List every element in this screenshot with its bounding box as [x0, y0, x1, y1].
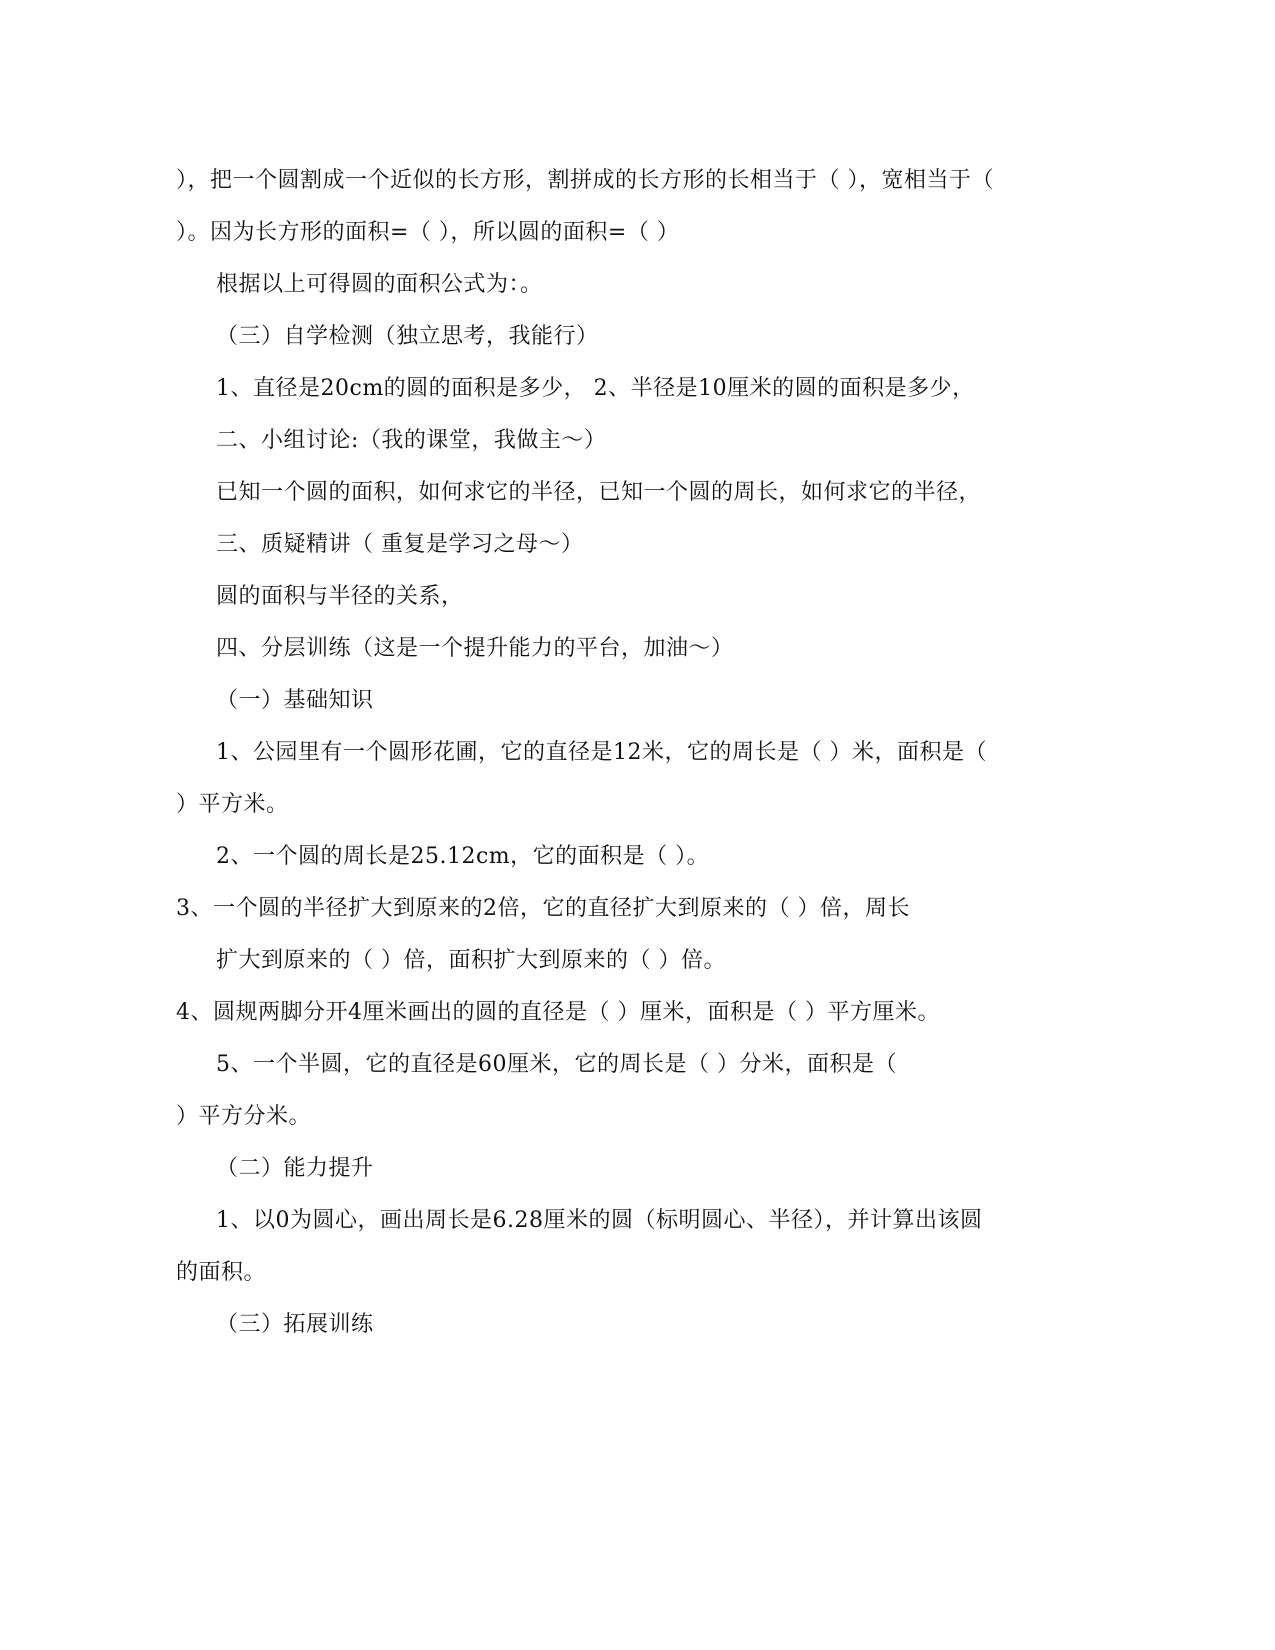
text-line-7: 已知一个圆的面积，如何求它的半径，已知一个圆的周长，如何求它的半径，: [216, 480, 982, 505]
subsection-heading-basics: （一）基础知识: [216, 688, 374, 713]
text-line-5: 1、直径是20cm的圆的面积是多少， 2、半径是10厘米的圆的面积是多少，: [216, 376, 975, 401]
exercise-1-cont: ）平方米。: [176, 792, 289, 817]
ability-exercise-1-cont: 的面积。: [176, 1260, 267, 1285]
exercise-4: 4、圆规两脚分开4厘米画出的圆的直径是（ ）厘米，面积是（ ）平方厘米。: [176, 1000, 940, 1025]
text-line-1: ），把一个圆割成一个近似的长方形，割拼成的长方形的长相当于（ ），宽相当于（: [176, 168, 994, 193]
exercise-3: 3、一个圆的半径扩大到原来的2倍，它的直径扩大到原来的（ ）倍，周长: [176, 896, 910, 921]
ability-exercise-1: 1、以0为圆心，画出周长是6.28厘米的圆（标明圆心、半径），并计算出该圆: [216, 1208, 983, 1233]
exercise-2: 2、一个圆的周长是25.12cm，它的面积是（ ）。: [216, 844, 710, 869]
section-heading-tiered-training: 四、分层训练（这是一个提升能力的平台，加油～）: [216, 636, 734, 661]
text-line-9: 圆的面积与半径的关系，: [216, 584, 464, 609]
text-line-3: 根据以上可得圆的面积公式为：。: [216, 272, 543, 297]
section-heading-self-test: （三）自学检测（独立思考，我能行）: [216, 324, 599, 349]
section-heading-group-discussion: 二、小组讨论:（我的课堂，我做主～）: [216, 428, 607, 453]
text-line-2: ）。因为长方形的面积=（ ），所以圆的面积=（ ）: [176, 220, 680, 245]
exercise-1: 1、公园里有一个圆形花圃，它的直径是12米，它的周长是（ ）米，面积是（: [216, 740, 987, 765]
section-heading-q-and-a: 三、质疑精讲（ 重复是学习之母～）: [216, 532, 584, 557]
subsection-heading-extension: （三）拓展训练: [216, 1312, 374, 1337]
subsection-heading-ability: （二）能力提升: [216, 1156, 374, 1181]
exercise-5-cont: ）平方分米。: [176, 1104, 312, 1129]
exercise-5: 5、一个半圆，它的直径是60厘米，它的周长是（ ）分米，面积是（: [216, 1052, 897, 1077]
exercise-3-cont: 扩大到原来的（ ）倍，面积扩大到原来的（ ）倍。: [216, 948, 726, 973]
